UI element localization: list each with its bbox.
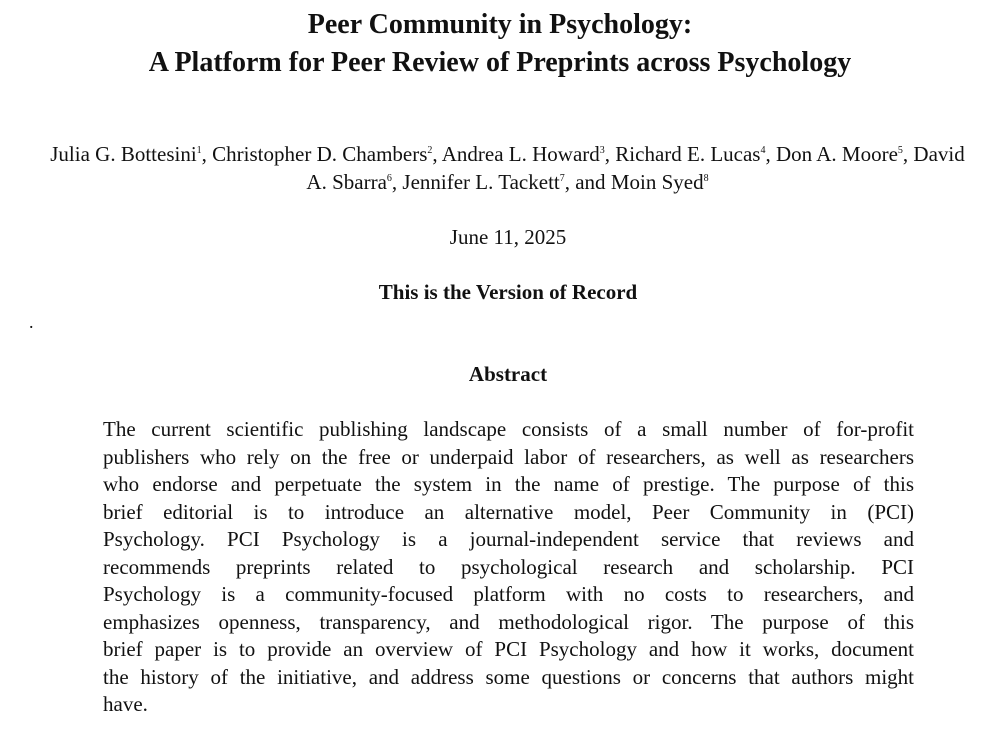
author-list [40, 140, 975, 196]
abstract-line: recommends preprints related to psychological research and scholarship. PCI [103, 554, 914, 579]
publication-date: June 11, 2025 [449, 225, 567, 249]
author: Don A. Moore$^5$, [775, 142, 914, 166]
author: Jennifer L. Tackett$^7$, and [402, 170, 611, 194]
author: Christopher D. Chambers$^2$, [212, 142, 442, 166]
affiliation-number: 1 [196, 145, 202, 156]
affiliation-number: 3 [599, 145, 605, 156]
affiliation-number: 4 [760, 145, 766, 156]
abstract-heading: Abstract [468, 362, 548, 386]
paper-title [0, 6, 1000, 82]
paper-title-line-1: Peer Community in Psychology: [307, 9, 693, 40]
author: Moin Syed$^8$ [610, 170, 709, 194]
abstract-line: brief editorial is to introduce an alternative model, Peer Community in (PCI) [103, 499, 914, 524]
abstract-line: who endorse and perpetuate the system in the name of prestige. The purpose of this [103, 472, 914, 496]
abstract-line: Psychology is a community-focused platform with no costs to researchers, and [103, 582, 914, 606]
author: Richard E. Lucas$^4$, [615, 142, 776, 166]
abstract-line: the history of the initiative, and address some questions or concerns that authors might [103, 664, 914, 689]
stray-mark: . [29, 312, 34, 332]
paper-title-line-2: A Platform for Peer Review of Preprints across Psychology [148, 47, 852, 78]
abstract-line: brief paper is to provide an overview of PCI Psychology and how it works, document [103, 637, 914, 661]
abstract-line: have. [103, 692, 148, 716]
abstract-line: publishers who rely on the free or underpaid labor of researchers, as well as researchers [103, 444, 914, 469]
affiliation-number: 5 [897, 145, 903, 156]
abstract-line: emphasizes openness, transparency, and methodological rigor. The purpose of this [103, 609, 914, 634]
affiliation-number: 2 [427, 145, 433, 156]
abstract-text [103, 416, 914, 719]
version-of-record-note: This is the Version of Record [378, 280, 638, 304]
author: Andrea L. Howard$^3$, [441, 142, 616, 166]
affiliation-number: 8 [703, 173, 709, 184]
abstract-line: The current scientific publishing landscape consists of a small number of for-profit [103, 417, 914, 441]
author: David A. Sbarra$^6$, [306, 142, 965, 194]
abstract-line: Psychology. PCI Psychology is a journal-independent service that reviews and [103, 527, 914, 551]
affiliation-number: 6 [386, 173, 392, 184]
author: Julia G. Bottesini$^1$, [50, 142, 213, 166]
affiliation-number: 7 [559, 173, 565, 184]
